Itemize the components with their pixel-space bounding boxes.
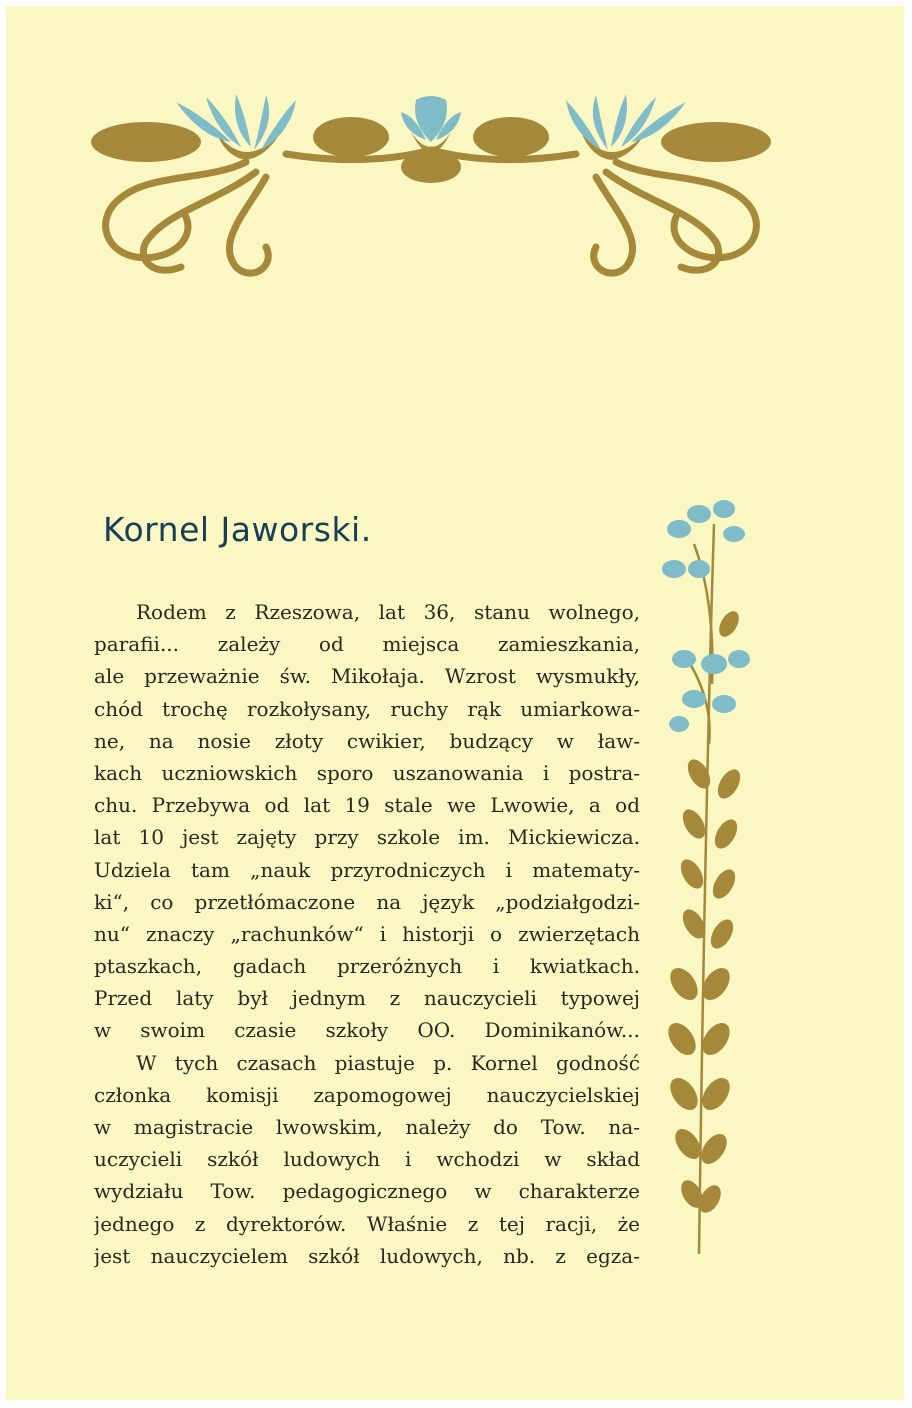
text-line: członka komisji zapomogowej nauczycielskiej [94, 1082, 640, 1107]
text-line: uczycieli szkół ludowych i wchodzi w skład [94, 1147, 640, 1172]
text-line: jest nauczycielem szkół ludowych, nb. z egza- [94, 1243, 640, 1268]
text-line: ki“, co przetłómaczone na język „podziałgodzi- [94, 889, 640, 914]
text-line: chu. Przebywa od lat 19 stale we Lwowie, a od [94, 793, 640, 818]
text-line: ale przeważnie św. Mikołaja. Wzrost wysmukły, [94, 664, 640, 689]
text-line: chód trochę rozkołysany, ruchy rąk umiarkowa- [94, 696, 640, 721]
text-line: ne, na nosie złoty cwikier, budzący w ław- [94, 728, 640, 753]
text-line: kach uczniowskich sporo uszanowania i postra- [94, 760, 640, 785]
text-line: Przed laty był jednym z nauczycieli typowej [94, 986, 640, 1011]
water-lily-art-nouveau-icon [86, 92, 776, 282]
text-line: Udziela tam „nauk przyrodniczych i matematy- [94, 857, 640, 882]
book-page [6, 6, 904, 1400]
article-body [94, 596, 640, 1272]
text-line: wydziału Tow. pedagogicznego w charakterze [94, 1179, 640, 1204]
flowering-plant-icon [654, 484, 754, 1264]
article-title: Kornel Jaworski. [103, 510, 372, 549]
text-line: W tych czasach piastuje p. Kornel godność [136, 1050, 640, 1075]
text-line: ptaszkach, gadach przeróżnych i kwiatkach. [94, 954, 640, 979]
text-line: w magistracie lwowskim, należy do Tow. na- [94, 1115, 640, 1139]
text-line: jednego z dyrektorów. Właśnie z tej racji, że [94, 1211, 640, 1236]
text-line: Rodem z Rzeszowa, lat 36, stanu wolnego, [136, 600, 640, 624]
text-line: w swoim czasie szkoły OO. Dominikanów... [94, 1018, 640, 1043]
text-line: parafii... zależy od miejsca zamieszkania, [94, 632, 640, 657]
text-line: nu“ znaczy „rachunków“ i historji o zwierzętach [94, 921, 640, 946]
text-line: lat 10 jest zajęty przy szkole im. Mickiewicza. [94, 825, 640, 850]
